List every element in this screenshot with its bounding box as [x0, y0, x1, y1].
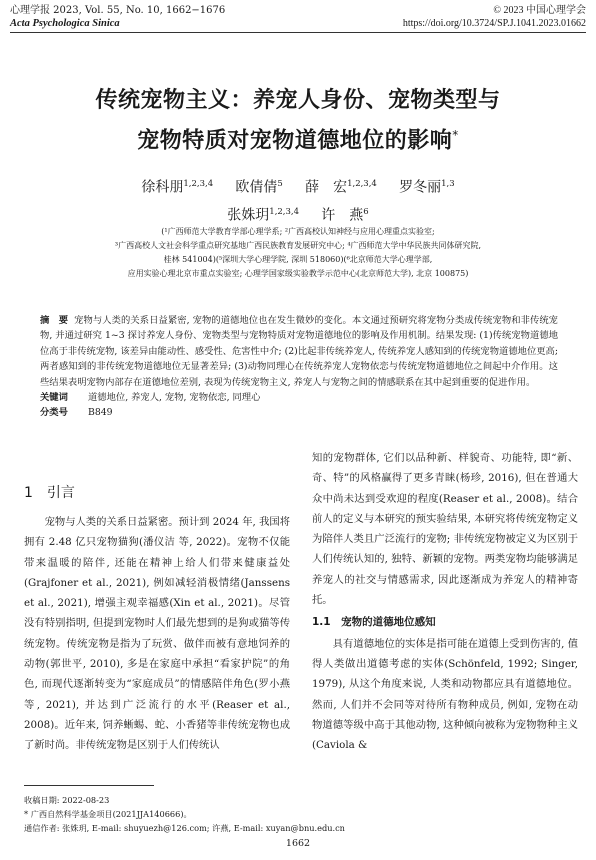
author-affiliation-mark: 1,2,3,4 [347, 179, 377, 189]
title-footnote-mark: * [452, 128, 459, 142]
copyright-notice: © 2023 中国心理学会 [493, 5, 586, 16]
classification-row [40, 405, 558, 420]
author-name: 欧倩倩 [235, 179, 278, 196]
doi-link[interactable]: https://doi.org/10.3724/SP.J.1041.2023.01662 [402, 18, 586, 29]
paper-title [20, 84, 576, 158]
author-affiliation-mark: 5 [277, 179, 283, 189]
classification-code: B849 [88, 407, 113, 419]
running-header-left [10, 4, 225, 30]
author-name: 薛 宏 [305, 179, 348, 196]
keywords-label: 关键词 [40, 392, 68, 404]
journal-citation: 心理学报 2023, Vol. 55, No. 10, 1662−1676 [10, 5, 226, 16]
keywords-row [40, 390, 558, 405]
received-date: 收稿日期: 2022-08-23 [24, 795, 110, 805]
author-name: 张姝玥 [227, 207, 270, 224]
keywords-text: 道德地位, 养宠人, 宠物, 宠物依恋, 同理心 [88, 392, 261, 404]
correspondence-note: 通信作者: 张姝玥, E-mail: shuyuezh@126.com; 许燕, E-mail: xuyan@bnu.edu.cn [24, 823, 345, 833]
body-column-left [24, 512, 290, 756]
author-affiliation-mark: 1,2,3,4 [269, 206, 300, 217]
journal-name: Acta Psychologica Sinica [10, 18, 120, 29]
body-paragraph: 知的宠物群体, 它们以品种新、样貌奇、功能特, 即“新、奇、特”的风格赢得了更多青睐(杨珍, 2016), 但在普通大众中尚未达到受欢迎的程度(Reaser et al., 2008)。结合前人的定义与本研究的预实验结果, 本研究将传统宠物定义为陪伴人类且广泛流行的宠物; 非传统宠物被定义为区别于人们传统认知的, 独特、新颖的宠物。两类宠物均能够满足养宠人的社交与情感需求, 因此逐渐成为养宠人的精神寄托。 [312, 452, 578, 607]
abstract-label: 摘 要 [40, 315, 69, 326]
title-line-1: 传统宠物主义：养宠人身份、宠物类型与 [95, 88, 501, 113]
affiliation-line: ³广西高校人文社会科学重点研究基地广西民族教育发展研究中心; ⁴广西师范大学中华民族共同体研究院, [114, 241, 482, 250]
page-number: 1662 [285, 838, 311, 849]
author-list [20, 172, 576, 227]
funding-note: * 广西自然科学基金项目(2021JJA140666)。 [24, 809, 192, 819]
body-paragraph: 宠物与人类的关系日益紧密。预计到 2024 年, 我国将拥有 2.48 亿只宠物猫狗(潘仪洁 等, 2022)。宠物不仅能带来温暖的陪伴, 还能在精神上给人们带来健康益处(Grajfoner et al., 2021), 例如减轻消极情绪(Janssens et al., 2021), 增强主观幸福感(Xin et al., 2021)。尽管没有特别指明, 但提到宠物时人们最先想到的是狗或猫等传统宠物。传统宠物是指为了玩赏、做伴而被有意地饲养的动物(郭世平, 2010), 多是在家庭中承担“看家护院”的角色, 而现代逐渐转变为“家庭成员”的情感陪伴角色(罗小燕等, 2021), 并达到广泛流行的水平(Reaser et al., 2008)。近年来, 饲养蜥蜴、蛇、小香猪等非传统宠物也成了新时尚。非传统宠物是区别于人们传统认 [24, 516, 290, 752]
subsection-heading: 1.1 宠物的道德地位感知 [312, 616, 436, 629]
body-paragraph: 具有道德地位的实体是指可能在道德上受到伤害的, 值得人类做出道德考虑的实体(Schönfeld, 1992; Singer, 1979), 从这个角度来说, 人类和动物都应具有道德地位。然而, 人们并不会同等对待所有物种成员, 例如, 宠物在动物道德等级中高于其他动物, 这种倾向被称为宠物物种主义(Caviola & [312, 637, 578, 752]
author-affiliation-mark: 1,2,3,4 [183, 179, 214, 189]
footnote-divider [24, 785, 154, 786]
abstract-block [40, 313, 558, 421]
author-name: 许 燕 [321, 207, 364, 224]
running-header-right [403, 4, 586, 30]
body-column-right [312, 448, 578, 755]
author-name: 徐科朋 [141, 179, 184, 196]
section-heading-introduction: 1 引言 [24, 485, 75, 501]
author-affiliation-mark: 6 [363, 206, 369, 217]
affiliations [30, 225, 566, 281]
title-line-2: 宠物特质对宠物道德地位的影响 [137, 128, 453, 154]
author-name: 罗冬丽 [399, 179, 442, 196]
affiliation-line: 应用实验心理北京市重点实验室; 心理学国家级实验教学示范中心(北京师范大学), 北京 100875) [127, 269, 469, 278]
classification-label: 分类号 [40, 407, 68, 419]
header-divider [10, 32, 586, 33]
affiliation-line: (¹广西师范大学教育学部心理学系; ²广西高校认知神经与应用心理重点实验室; [161, 227, 435, 236]
abstract-text: 宠物与人类的关系日益紧密, 宠物的道德地位也在发生微妙的变化。本文通过预研究将宠物分类成传统宠物和非传统宠物, 并通过研究 1~3 探讨养宠人身份、宠物类型与宠物特质对宠物道德地位的影响及作用机制。结果发现: (1)传统宠物道德地位高于非传统宠物, 该差异由能动性、感受性、危害性中介; (2)比起非传统养宠人, 传统养宠人感知到的传统宠物道德地位更高; 两者感知到的非传统宠物道德地位无显著差异; (3)动物同理心在传统养宠人宠物依恋与传统宠物道德地位之间起中介作用。这些结果表明宠物内部存在道德地位差别, 表现为传统宠物主义, 养宠人与宠物之间的情感联系在其中起到重要的促进作用。 [40, 315, 558, 388]
footnotes [24, 793, 345, 835]
affiliation-line: 桂林 541004)(⁵深圳大学心理学院, 深圳 518060)(⁶北京师范大学心理学部, [163, 255, 433, 264]
author-affiliation-mark: 1,3 [441, 179, 455, 189]
